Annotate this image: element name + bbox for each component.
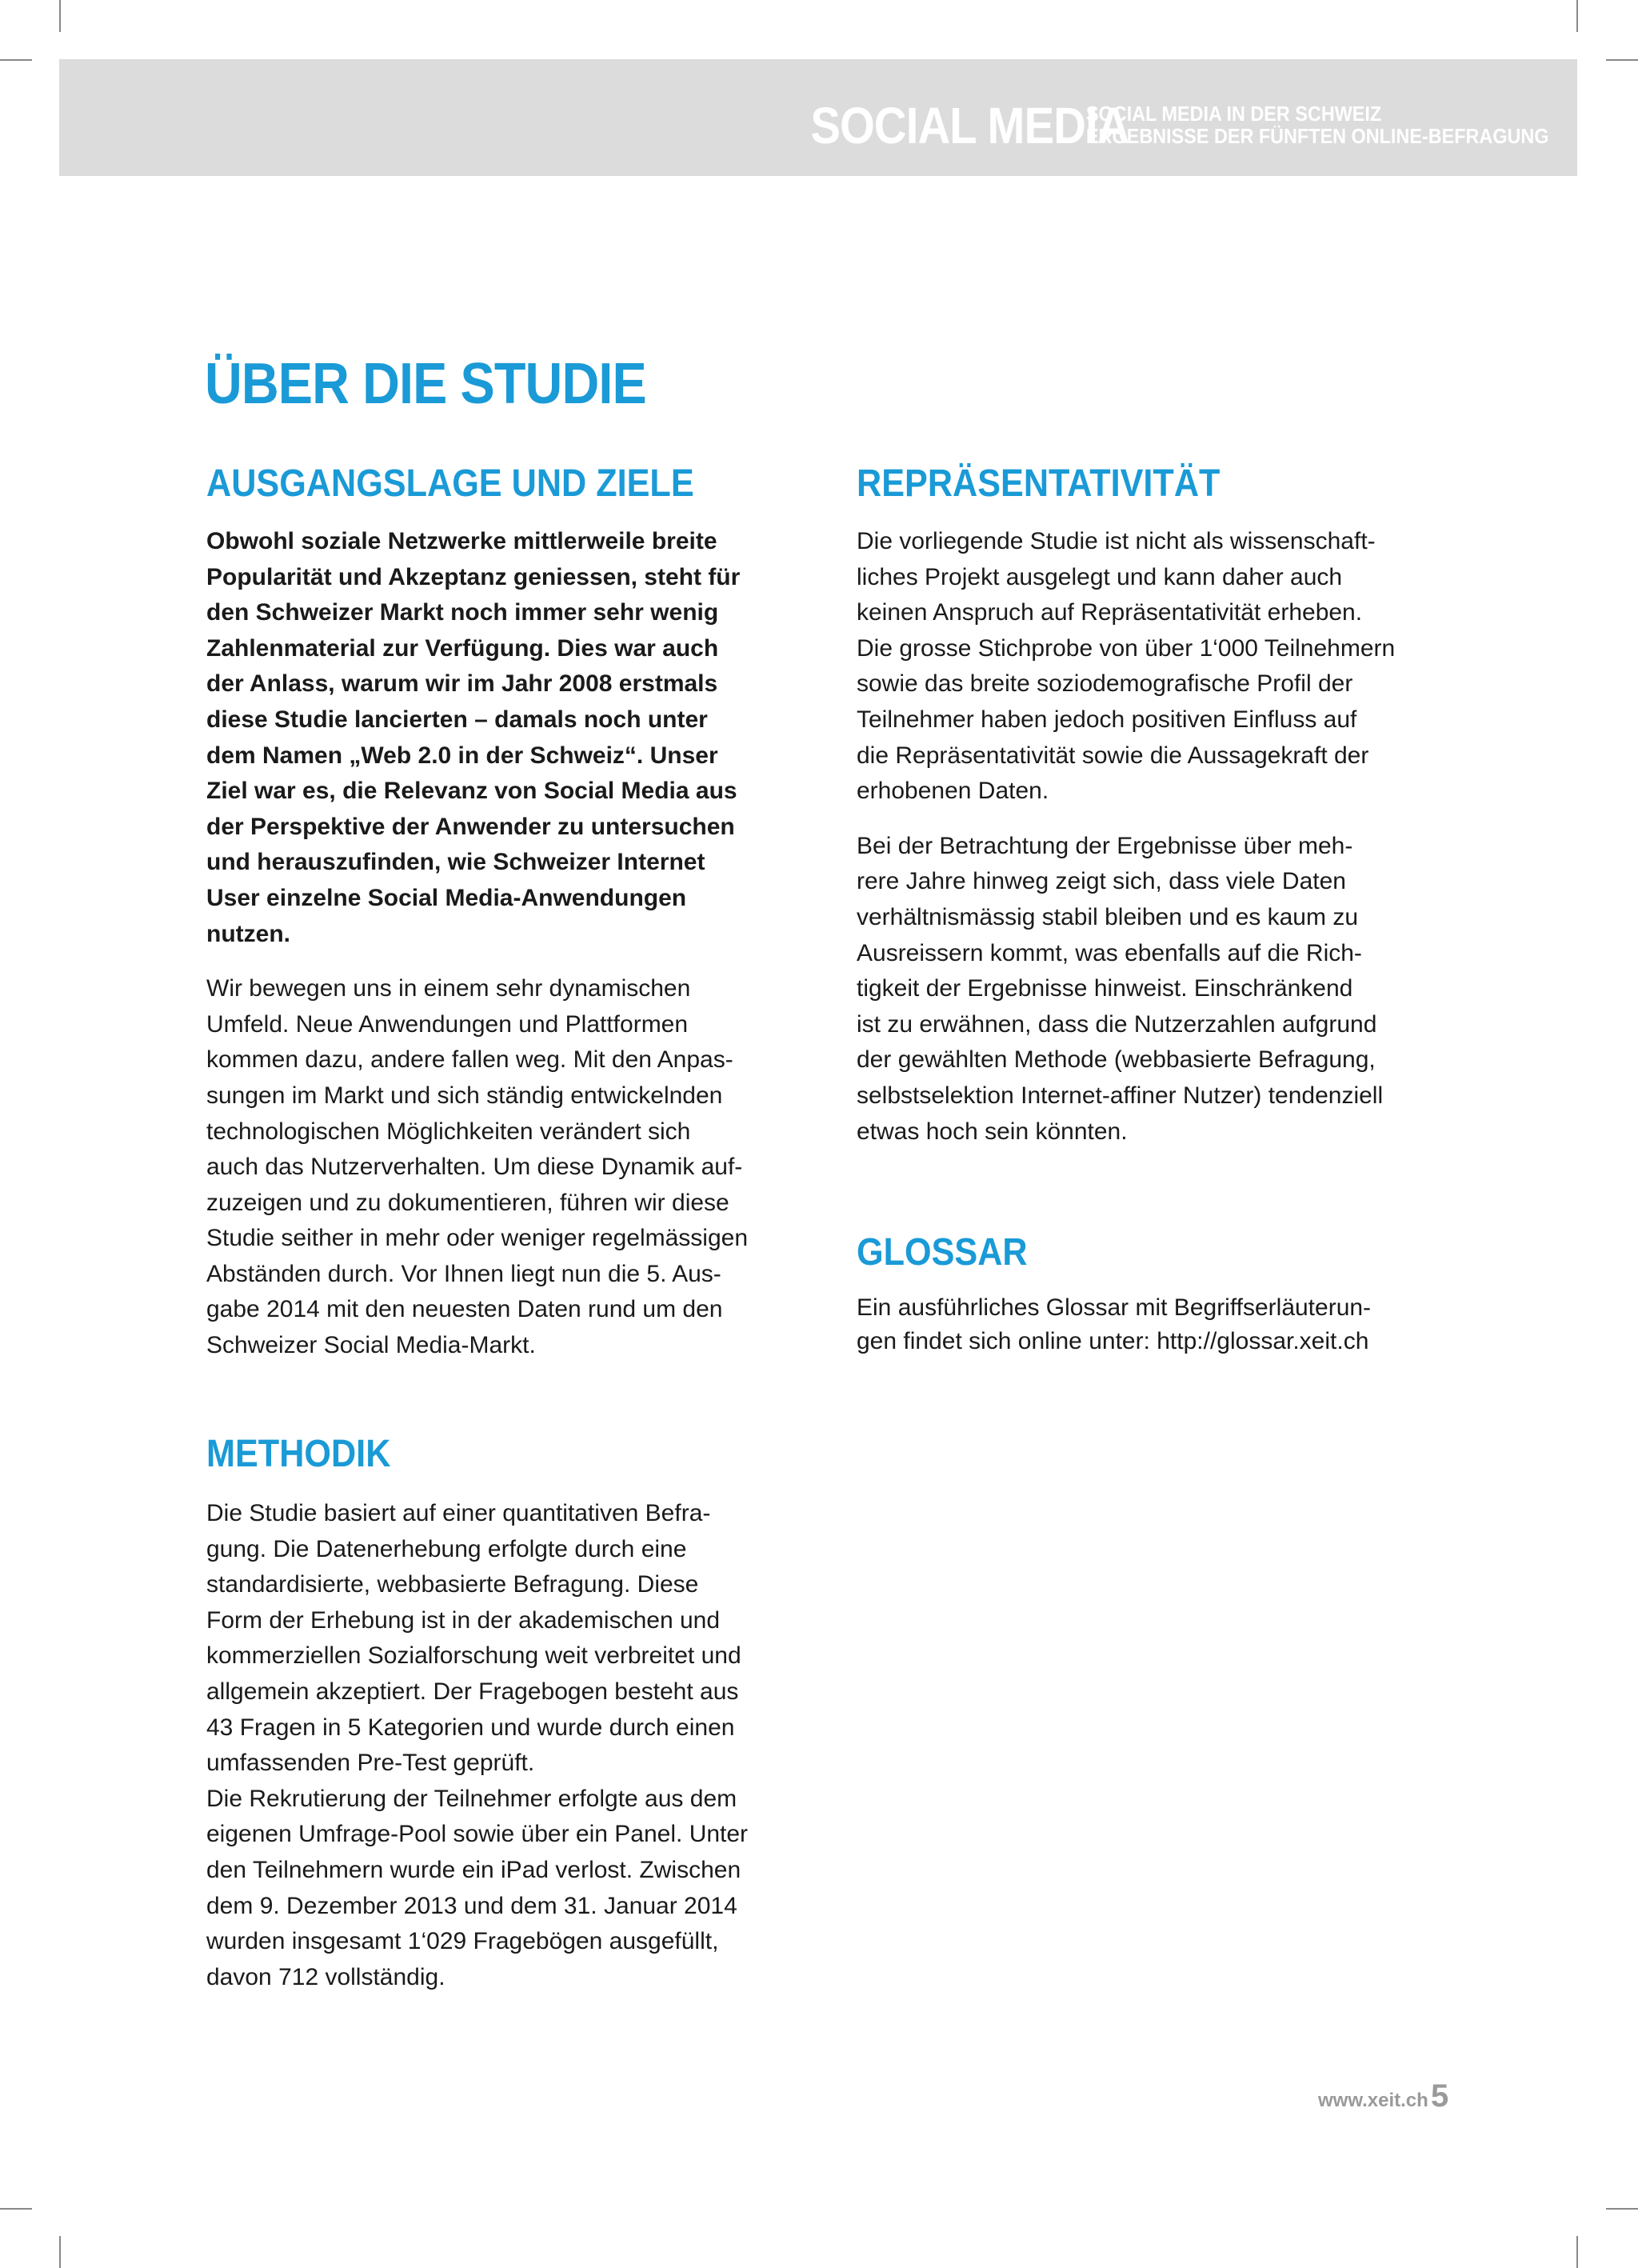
text-line: Die Rekrutierung der Teilnehmer erfolgte aus dem [206,1785,737,1812]
intro-paragraph [206,524,798,952]
text-line: den Schweizer Markt noch immer sehr wenig [206,599,719,626]
body-paragraph [206,1496,798,1995]
crop-mark [0,59,32,61]
text-line: Zahlenmaterial zur Verfügung. Dies war auch [206,634,719,662]
body-paragraph [857,1291,1448,1358]
section-heading: METHODIK [206,1433,391,1475]
text-line: technologischen Möglichkeiten verändert sich [206,1118,691,1145]
text-line: User einzelne Social Media-Anwendungen [206,884,687,911]
text-line: Schweizer Social Media-Markt. [206,1332,536,1359]
text-line: kommerziellen Sozialforschung weit verbreitet und [206,1642,741,1670]
crop-mark [1576,0,1578,32]
text-line: gen findet sich online unter: http://glossar.xeit.ch [857,1328,1369,1354]
text-line: eigenen Umfrage-Pool sowie über ein Panel. Unter [206,1821,749,1848]
text-line: Umfeld. Neue Anwendungen und Plattformen [206,1010,689,1038]
text-line: die Repräsentativität sowie die Aussagekraft der [857,742,1369,769]
page-number: 5 [1431,2078,1449,2114]
text-line: Die grosse Stichprobe von über 1‘000 Teilnehmern [857,634,1396,662]
text-line: Form der Erhebung ist in der akademischen und [206,1606,721,1634]
header-subtitle [1086,102,1549,147]
text-line: der gewählten Methode (webbasierte Befragung, [857,1046,1376,1074]
section-heading: REPRÄSENTATIVITÄT [857,462,1221,505]
section-repraesentativitaet [857,462,1448,1150]
header-subtitle-line: ERGEBNISSE DER FÜNFTEN ONLINE-BEFRAGUNG [1086,124,1549,148]
text-line: nutzen. [206,920,290,947]
text-line: allgemein akzeptiert. Der Fragebogen besteht aus [206,1678,739,1705]
text-line: dem 9. Dezember 2013 und dem 31. Januar 2014 [206,1892,737,1919]
section-glossar [857,1230,1448,1358]
text-line: standardisierte, webbasierte Befragung. Diese [206,1571,699,1598]
text-line: sowie das breite soziodemografische Profil der [857,670,1353,698]
body-paragraph [857,524,1448,810]
section-ausgangslage [206,462,798,1364]
text-line: auch das Nutzerverhalten. Um diese Dynamik auf- [206,1154,743,1181]
text-line: tigkeit der Ergebnisse hinweist. Einschränkend [857,975,1353,1002]
crop-mark [1606,2208,1638,2210]
section-heading: AUSGANGSLAGE UND ZIELE [206,462,694,505]
text-line: Abständen durch. Vor Ihnen liegt nun die 5. Aus- [206,1260,721,1287]
text-line: dem Namen „Web 2.0 in der Schweiz“. Unser [206,742,718,769]
section-heading: GLOSSAR [857,1231,1028,1274]
text-line: zuzeigen und zu dokumentieren, führen wir diese [206,1189,729,1216]
text-line: Wir bewegen uns in einem sehr dynamischen [206,975,691,1002]
text-line: erhobenen Daten. [857,778,1049,805]
text-line: liches Projekt ausgelegt und kann daher auch [857,563,1343,590]
text-line: Ausreissern kommt, was ebenfalls auf die Rich- [857,939,1362,966]
text-line: Die Studie basiert auf einer quantitativen Befra- [206,1500,711,1526]
text-line: rere Jahre hinweg zeigt sich, dass viele Daten [857,868,1346,895]
text-line: Die vorliegende Studie ist nicht als wissenschaft- [857,528,1376,554]
footer-url: www.xeit.ch [1318,2090,1428,2111]
crop-mark [59,2236,61,2268]
text-line: etwas hoch sein könnten. [857,1118,1128,1145]
text-line: Obwohl soziale Netzwerke mittlerweile breite [206,528,717,554]
text-line: selbstselektion Internet-affiner Nutzer) tendenziell [857,1082,1384,1109]
text-line: Ziel war es, die Relevanz von Social Media aus [206,778,737,805]
crop-mark [0,2208,32,2210]
text-line: sungen im Markt und sich ständig entwickelnden [206,1082,723,1109]
text-line: der Perspektive der Anwender zu untersuchen [206,813,735,840]
text-line: der Anlass, warum wir im Jahr 2008 erstmals [206,670,718,698]
section-methodik [206,1432,798,1995]
text-line: keinen Anspruch auf Repräsentativität erheben. [857,599,1363,626]
text-line: umfassenden Pre-Test geprüft. [206,1750,535,1777]
header-title: SOCIAL MEDIA [810,97,1129,154]
text-line: Popularität und Akzeptanz geniessen, steht für [206,563,741,590]
text-line: diese Studie lancierten – damals noch unter [206,706,708,733]
body-paragraph [857,829,1448,1150]
text-line: verhältnismässig stabil bleiben und es kaum zu [857,903,1358,930]
text-line: gabe 2014 mit den neuesten Daten rund um den [206,1296,723,1323]
body-paragraph [206,971,798,1364]
page-title: ÜBER DIE STUDIE [205,352,646,416]
text-line: und herauszufinden, wie Schweizer Internet [206,849,705,876]
text-line: 43 Fragen in 5 Kategorien und wurde durch einen [206,1714,735,1741]
text-line: Studie seither in mehr oder weniger regelmässigen [206,1225,749,1252]
text-line: Bei der Betrachtung der Ergebnisse über meh- [857,832,1353,859]
text-line: gung. Die Datenerhebung erfolgte durch eine [206,1535,687,1562]
crop-mark [59,0,61,32]
text-line: Ein ausführliches Glossar mit Begriffserläuterun- [857,1294,1372,1321]
text-line: kommen dazu, andere fallen weg. Mit den Anpas- [206,1046,733,1074]
text-line: Teilnehmer haben jedoch positiven Einfluss auf [857,706,1357,733]
text-line: den Teilnehmern wurde ein iPad verlost. Zwischen [206,1856,741,1883]
header-subtitle-line: SOCIAL MEDIA IN DER SCHWEIZ [1086,102,1382,126]
crop-mark [1606,59,1638,61]
text-line: ist zu erwähnen, dass die Nutzerzahlen aufgrund [857,1010,1377,1038]
text-line: davon 712 vollständig. [206,1963,445,1990]
crop-mark [1576,2236,1578,2268]
text-line: wurden insgesamt 1‘029 Fragebögen ausgefüllt, [206,1928,719,1955]
